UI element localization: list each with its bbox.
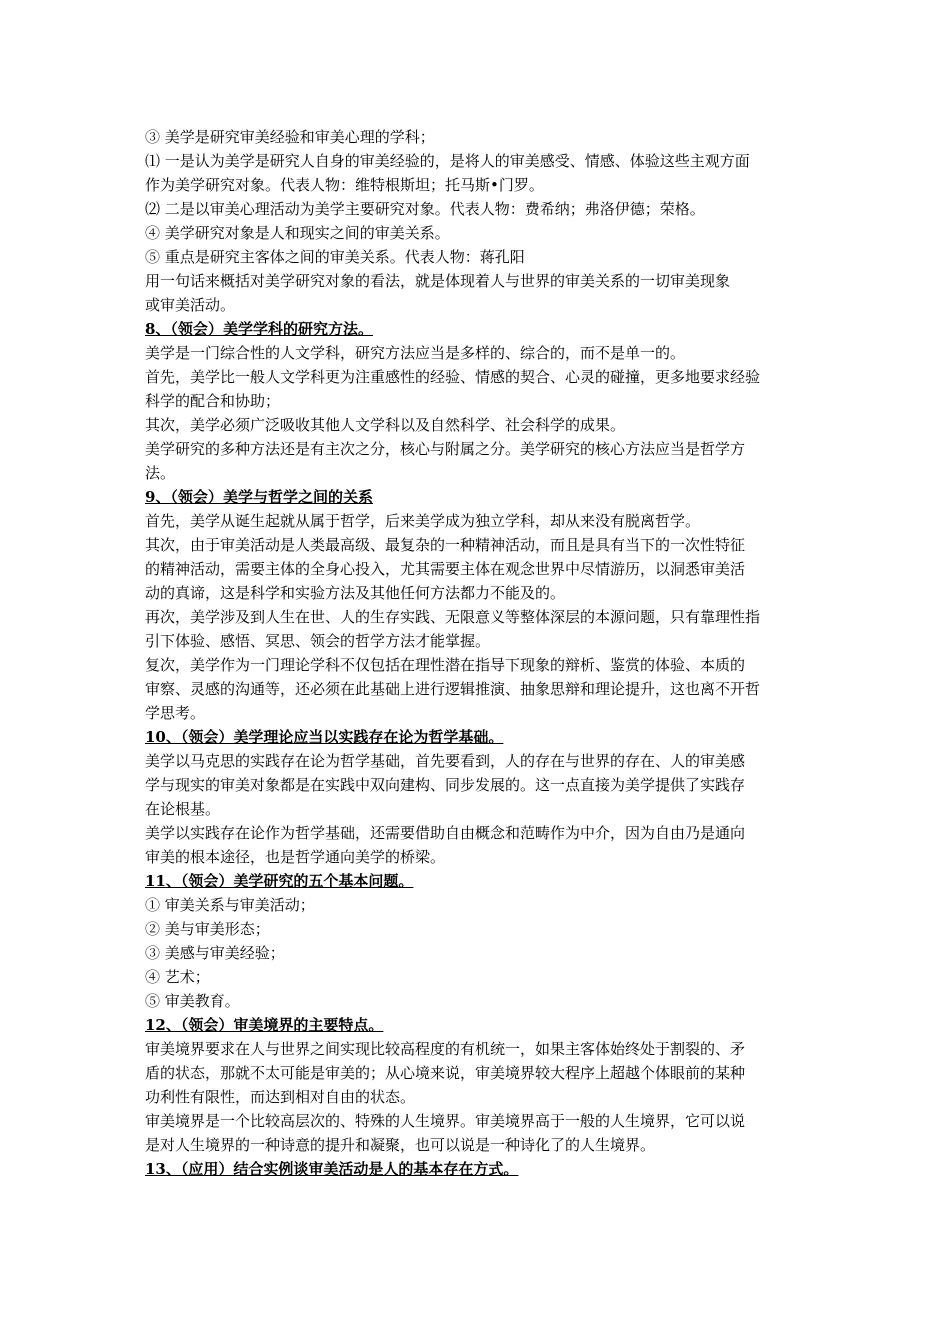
- text-line: 动的真谛，这是科学和实验方法及其他任何方法都力不能及的。: [145, 584, 566, 602]
- section-heading: 13、（应用）结合实例谈审美活动是人的基本存在方式。: [145, 1160, 519, 1178]
- text-line: 美学以实践存在论作为哲学基础，还需要借助自由概念和范畴作为中介，因为自由乃是通向: [145, 824, 746, 842]
- text-line: 审美的根本途径，也是哲学通向美学的桥梁。: [145, 848, 446, 866]
- section-heading: 9、（领会）美学与哲学之间的关系: [145, 488, 373, 506]
- text-line: 引下体验、感悟、冥思、领会的哲学方法才能掌握。: [145, 632, 491, 650]
- text-line: 其次，美学必须广泛吸收其他人文学科以及自然科学、社会科学的成果。: [145, 416, 626, 434]
- text-line: 是对人生境界的一种诗意的提升和凝聚，也可以说是一种诗化了的人生境界。: [145, 1136, 656, 1154]
- text-line: ① 审美关系与审美活动；: [145, 896, 315, 914]
- section-heading: 12、（领会）审美境界的主要特点。: [145, 1016, 384, 1034]
- text-line: 盾的状态，那就不太可能是审美的；从心境来说，审美境界较大程序上超越个体眼前的某种: [145, 1064, 746, 1082]
- section-heading: 11、（领会）美学研究的五个基本问题。: [145, 872, 414, 890]
- text-line: 在论根基。: [145, 800, 221, 818]
- text-line: ④ 艺术；: [145, 968, 210, 986]
- text-line: 审美境界是一个比较高层次的、特殊的人生境界。审美境界高于一般的人生境界，它可以说: [145, 1112, 746, 1130]
- text-line: 的精神活动，需要主体的全身心投入，尤其需要主体在观念世界中尽情游历，以洞悉审美活: [145, 560, 746, 578]
- text-line: 其次，由于审美活动是人类最高级、最复杂的一种精神活动，而且是具有当下的一次性特征: [145, 536, 746, 554]
- text-line: ③ 美学是研究审美经验和审美心理的学科；: [145, 128, 435, 146]
- text-line: 首先，美学比一般人文学科更为注重感性的经验、情感的契合、心灵的碰撞，更多地要求经验: [145, 368, 761, 386]
- text-line: ⑵ 二是以审美心理活动为美学主要研究对象。代表人物：费希纳；弗洛伊德；荣格。: [145, 200, 705, 218]
- section-heading: 8、（领会）美学学科的研究方法。: [145, 320, 373, 338]
- text-line: ④ 美学研究对象是人和现实之间的审美关系。: [145, 224, 450, 242]
- text-line: ⑴ 一是认为美学是研究人自身的审美经验的，是将人的审美感受、情感、体验这些主观方面: [145, 152, 750, 170]
- text-line: 学与现实的审美对象都是在实践中双向建构、同步发展的。这一点直接为美学提供了实践存: [145, 776, 746, 794]
- text-line: 功利性有限性，而达到相对自由的状态。: [145, 1088, 416, 1106]
- text-line: 科学的配合和协助；: [145, 392, 281, 410]
- text-line: 首先，美学从诞生起就从属于哲学，后来美学成为独立学科，却从来没有脱离哲学。: [145, 512, 701, 530]
- text-line: 再次，美学涉及到人生在世、人的生存实践、无限意义等整体深层的本源问题，只有靠理性指: [145, 608, 761, 626]
- section-heading: 10、（领会）美学理论应当以实践存在论为哲学基础。: [145, 728, 504, 746]
- text-line: 作为美学研究对象。代表人物：维特根斯坦；托马斯•门罗。: [145, 176, 544, 194]
- text-line: 用一句话来概括对美学研究对象的看法，就是体现着人与世界的审美关系的一切审美现象: [145, 272, 731, 290]
- text-line: ③ 美感与审美经验；: [145, 944, 285, 962]
- text-line: 审察、灵感的沟通等，还必须在此基础上进行逻辑推演、抽象思辩和理论提升，这也离不开哲: [145, 680, 761, 698]
- document-page: [145, 125, 810, 1181]
- text-line: 学思考。: [145, 704, 206, 722]
- text-line: 美学以马克思的实践存在论为哲学基础，首先要看到，人的存在与世界的存在、人的审美感: [145, 752, 746, 770]
- text-line: ② 美与审美形态；: [145, 920, 270, 938]
- text-line: 美学是一门综合性的人文学科，研究方法应当是多样的、综合的，而不是单一的。: [145, 344, 686, 362]
- text-line: 法。: [145, 464, 176, 482]
- text-line: 审美境界要求在人与世界之间实现比较高程度的有机统一，如果主客体始终处于割裂的、矛: [145, 1040, 746, 1058]
- text-line: ⑤ 审美教育。: [145, 992, 240, 1010]
- text-line: 或审美活动。: [145, 296, 236, 314]
- text-line: 美学研究的多种方法还是有主次之分，核心与附属之分。美学研究的核心方法应当是哲学方: [145, 440, 746, 458]
- text-line: ⑤ 重点是研究主客体之间的审美关系。代表人物：蒋孔阳: [145, 248, 525, 266]
- text-line: 复次，美学作为一门理论学科不仅包括在理性潜在指导下现象的辩析、鉴赏的体验、本质的: [145, 656, 746, 674]
